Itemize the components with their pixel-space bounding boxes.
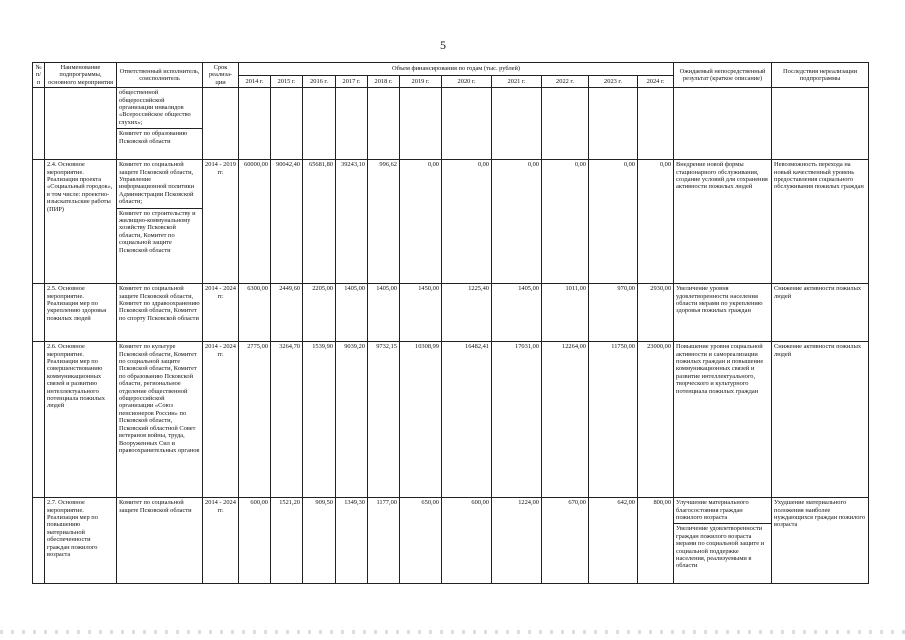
cell-result: Повышение уровня социальной активности и самореализации пожилых граждан и повышение коммуникационных связей и развитие интеллектуального, творческого и культурного потенциала пожилых граждан: [674, 342, 772, 498]
header-term: Срок реализа-ции: [203, 63, 239, 88]
cell-value: [492, 88, 542, 160]
cell-consequences: Невозможность перехода на новый качественный уровень предоставления социального обслуживания пожилых граждан: [772, 160, 869, 284]
result-text: Увеличение удовлетворенности граждан пожилого возраста мерами по социальной защите и социальной поддержке населения, реализуемыми в области: [674, 523, 771, 569]
cell-name: 2.7. Основное мероприятие. Реализация мер по повышению материальной обеспеченности граждан пожилого возраста: [45, 498, 117, 584]
cell-value: [303, 88, 336, 160]
cell-value: 17031,00: [492, 342, 542, 498]
cell-term: 2014 - 2024 гг.: [203, 498, 239, 584]
scan-noise-line: [0, 630, 905, 634]
cell-term: 2014 - 2024 гг.: [203, 284, 239, 342]
result-text: Улучшение материального благосостояния граждан пожилого возраста: [676, 499, 749, 522]
cell-num: [33, 498, 45, 584]
cell-value: 1521,20: [271, 498, 303, 584]
header-row: [33, 63, 869, 76]
cell-term: [203, 88, 239, 160]
cell-name: 2.5. Основное мероприятие. Реализация мер по укреплению здоровья пожилых людей: [45, 284, 117, 342]
cell-value: 65681,80: [303, 160, 336, 284]
cell-value: 9732,15: [368, 342, 400, 498]
cell-result: [674, 88, 772, 160]
year-header: 2017 г.: [336, 75, 368, 88]
year-header: 2018 г.: [368, 75, 400, 88]
cell-value: [239, 88, 271, 160]
header-name: Наименование подпрограммы, основного мероприятия: [45, 63, 117, 88]
page-number: 5: [440, 38, 446, 52]
year-header: 2015 г.: [271, 75, 303, 88]
cell-num: [33, 284, 45, 342]
cell-consequences: Ухудшение материального положения наиболее нуждающихся граждан пожилого возраста: [772, 498, 869, 584]
cell-result: Внедрение новой формы стационарного обслуживания, создание условий для сохранения активности пожилых людей: [674, 160, 772, 284]
cell-value: 600,00: [239, 498, 271, 584]
cell-value: 1405,00: [368, 284, 400, 342]
cell-value: 996,62: [368, 160, 400, 284]
responsible-text: Комитет по образованию Псковской области: [117, 128, 202, 145]
year-header: 2022 г.: [542, 75, 589, 88]
year-header: 2023 г.: [589, 75, 638, 88]
table-row: [33, 342, 869, 498]
header-responsible: Ответственный исполнитель, соисполнитель: [117, 63, 203, 88]
cell-value: 0,00: [589, 160, 638, 284]
cell-value: [271, 88, 303, 160]
cell-result: [674, 498, 772, 584]
cell-value: 0,00: [492, 160, 542, 284]
cell-value: [442, 88, 492, 160]
cell-value: 9039,20: [336, 342, 368, 498]
cell-num: [33, 88, 45, 160]
responsible-text: Комитет по строительству и жилищно-коммунальному хозяйству Псковской области, Комитет по социальной защите Псковской области: [117, 208, 202, 254]
cell-name: 2.4. Основное мероприятие. Реализация проекта «Социальный городок», в том числе: проектно-изыскательские работы (ПИР): [45, 160, 117, 284]
cell-value: [336, 88, 368, 160]
header-consequences: Последствия нереализации подпрограммы: [772, 63, 869, 88]
program-table: [32, 62, 869, 584]
cell-value: 1224,00: [492, 498, 542, 584]
cell-value: [542, 88, 589, 160]
cell-value: 1450,00: [400, 284, 442, 342]
cell-num: [33, 342, 45, 498]
cell-value: 60000,00: [239, 160, 271, 284]
cell-value: [589, 88, 638, 160]
cell-value: 3264,70: [271, 342, 303, 498]
cell-value: 970,00: [589, 284, 638, 342]
cell-value: 1349,30: [336, 498, 368, 584]
cell-value: 12264,00: [542, 342, 589, 498]
table-row: [33, 284, 869, 342]
cell-value: 1539,90: [303, 342, 336, 498]
year-header: 2019 г.: [400, 75, 442, 88]
header-funding: Объем финансирования по годам (тыс. рублей): [239, 63, 674, 76]
cell-value: [638, 88, 674, 160]
cell-responsible: [117, 88, 203, 160]
cell-responsible: [117, 160, 203, 284]
cell-value: 2930,00: [638, 284, 674, 342]
table-row: [33, 88, 869, 160]
cell-value: 1405,00: [336, 284, 368, 342]
cell-name: [45, 88, 117, 160]
year-header: 2014 г.: [239, 75, 271, 88]
cell-responsible: Комитет по социальной защите Псковской области: [117, 498, 203, 584]
cell-responsible: Комитет по культуре Псковской области, Комитет по социальной защите Псковской области, Комитет по образованию Псковской области, региональное отделение общественной общероссийской организации «Союз пенсионеров России» по Псковской области, Псковский областной Совет ветеранов войны, труда, Вооруженных Сил и правоохранительных органов: [117, 342, 203, 498]
year-header: 2024 г.: [638, 75, 674, 88]
cell-value: 1405,00: [492, 284, 542, 342]
cell-value: 0,00: [442, 160, 492, 284]
cell-consequences: Снижение активности пожилых людей: [772, 342, 869, 498]
cell-value: 0,00: [542, 160, 589, 284]
cell-name: 2.6. Основное мероприятие. Реализация мер по совершенствованию коммуникационных связей и развитию интеллектуального потенциала пожилых людей: [45, 342, 117, 498]
cell-value: 10308,99: [400, 342, 442, 498]
cell-num: [33, 160, 45, 284]
table-row: [33, 160, 869, 284]
cell-value: 800,00: [638, 498, 674, 584]
responsible-text: общественной общероссийской организации инвалидов «Всероссийское общество глухих»;: [119, 89, 191, 126]
cell-value: 6300,00: [239, 284, 271, 342]
responsible-text: Комитет по социальной защите Псковской области, Управление информационной политики Администрации Псковской области;: [119, 161, 195, 206]
cell-value: 0,00: [638, 160, 674, 284]
cell-value: [368, 88, 400, 160]
cell-value: 650,00: [400, 498, 442, 584]
cell-value: [400, 88, 442, 160]
cell-responsible: Комитет по социальной защите Псковской области, Комитет по здравоохранению Псковской области, Комитет по спорту Псковской области: [117, 284, 203, 342]
cell-value: 2205,00: [303, 284, 336, 342]
cell-term: 2014 - 2019 гг.: [203, 160, 239, 284]
header-result: Ожидаемый непосредственный результат (краткое описание): [674, 63, 772, 88]
header-num: № п/п: [33, 63, 45, 88]
table-row: [33, 498, 869, 584]
cell-value: 1225,40: [442, 284, 492, 342]
year-header: 2021 г.: [492, 75, 542, 88]
year-header: 2020 г.: [442, 75, 492, 88]
cell-value: 2775,00: [239, 342, 271, 498]
cell-value: 1011,00: [542, 284, 589, 342]
cell-value: 90042,40: [271, 160, 303, 284]
cell-value: 1177,00: [368, 498, 400, 584]
cell-value: 642,00: [589, 498, 638, 584]
cell-value: 670,00: [542, 498, 589, 584]
cell-consequences: Снижение активности пожилых людей: [772, 284, 869, 342]
cell-value: 2449,60: [271, 284, 303, 342]
cell-value: 600,00: [442, 498, 492, 584]
cell-consequences: [772, 88, 869, 160]
cell-value: 16482,41: [442, 342, 492, 498]
cell-value: 11750,00: [589, 342, 638, 498]
cell-value: 909,50: [303, 498, 336, 584]
year-header: 2016 г.: [303, 75, 336, 88]
cell-value: 39243,10: [336, 160, 368, 284]
cell-term: 2014 - 2024 гг.: [203, 342, 239, 498]
cell-value: 23000,00: [638, 342, 674, 498]
cell-value: 0,00: [400, 160, 442, 284]
cell-result: Увеличение уровня удовлетворенности населения области мерами по укреплению здоровья пожилых граждан: [674, 284, 772, 342]
